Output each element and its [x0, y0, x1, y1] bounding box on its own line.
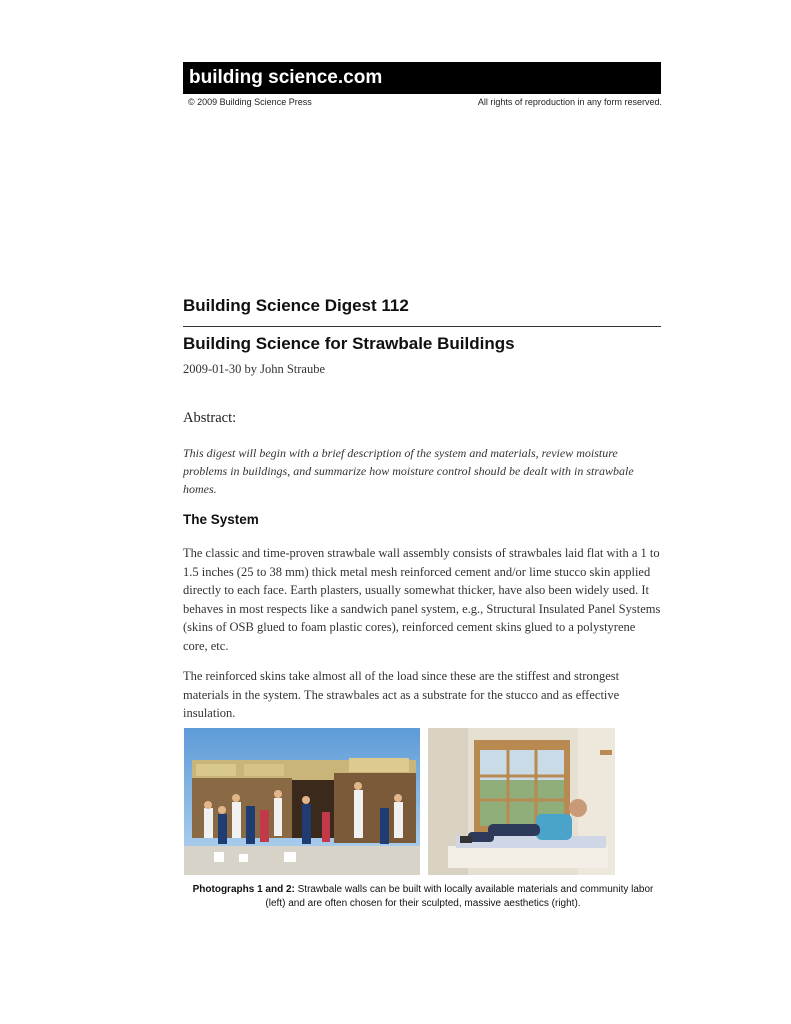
caption-label: Photographs 1 and 2:: [192, 884, 295, 895]
abstract-text: This digest will begin with a brief description of the system and materials, review moisture problems in buildings, and summarize how moisture control should be dealt with in strawbale homes.: [183, 446, 634, 496]
byline: 2009-01-30 by John Straube: [183, 362, 325, 376]
rights-notice: All rights of reproduction in any form reserved.: [477, 97, 662, 107]
title-divider: [183, 326, 661, 327]
body-paragraph: The reinforced skins take almost all of the load since these are the stiffest and strongest materials in the system. The strawbales act as a substrate for the stucco and as effective insulation.: [183, 669, 620, 721]
abstract-heading: Abstract:: [183, 410, 237, 426]
page-title: Building Science for Strawbale Buildings: [183, 334, 515, 353]
header-meta: [188, 97, 662, 111]
photo-caption: [183, 883, 663, 911]
section-heading: The System: [183, 512, 259, 527]
body-paragraph: The classic and time-proven strawbale wall assembly consists of strawbales laid flat with a 1 to 1.5 inches (25 to 38 mm) thick metal mesh reinforced cement and/or lime stucco skin applied directly to each face. Earth plasters, usually somewhat thicker, have also been widely used. It behaves in most respects like a sandwich panel system, e.g., Structural Insulated Panel Systems (skins of OSB glued to foam plastic cores), reinforced cement skins glued to a polystyrene core, etc.: [183, 546, 661, 653]
series-title: Building Science Digest 112: [183, 296, 409, 315]
caption-text: Strawbale walls can be built with locally available materials and community labor (left) and are often chosen for their sculpted, massive aesthetics (right).: [265, 884, 654, 909]
photo-strawbale-construction: [184, 728, 420, 875]
brand-logo-text: building science.com: [189, 67, 383, 88]
header-bar: [183, 62, 661, 94]
copyright-notice: © 2009 Building Science Press: [188, 97, 312, 107]
photo-window-seat: [428, 728, 615, 875]
